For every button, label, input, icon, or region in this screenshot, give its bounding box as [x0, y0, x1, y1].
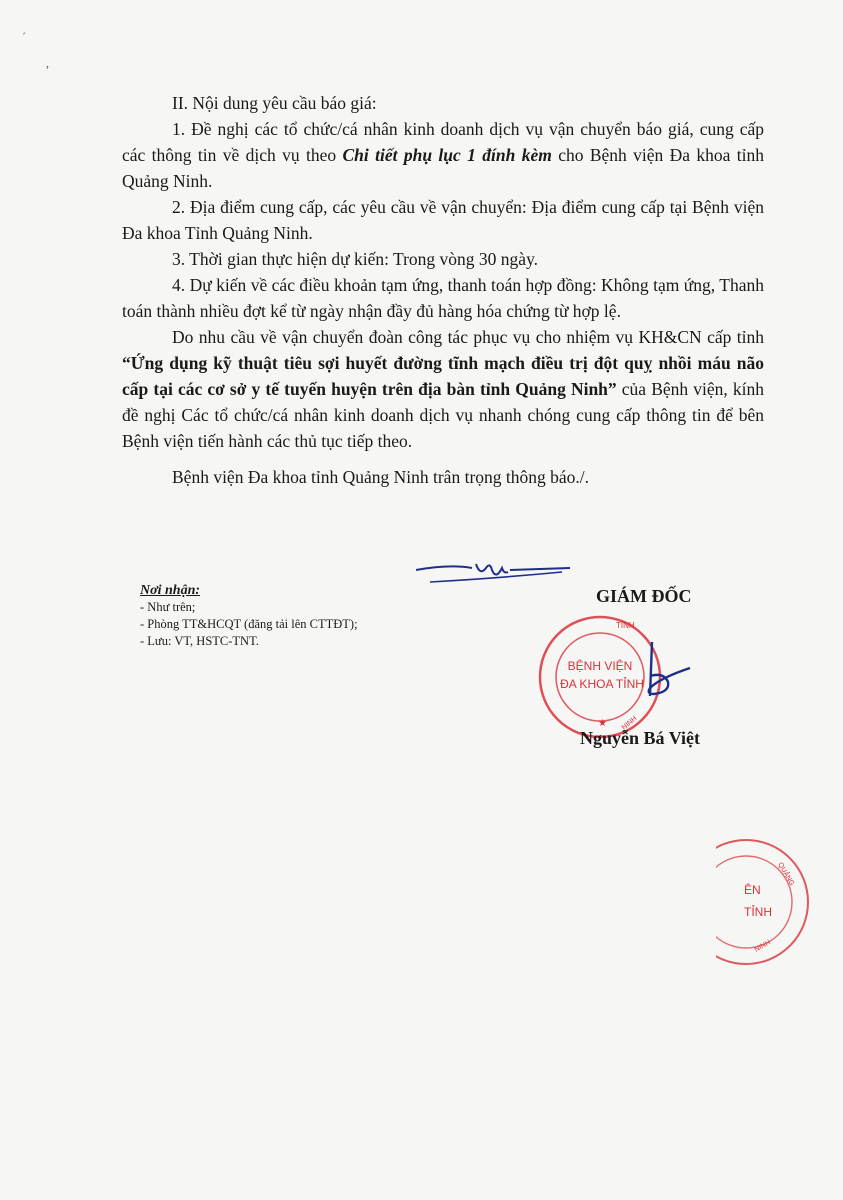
project-intro: Do nhu cầu về vận chuyển đoàn công tác phục vụ cho nhiệm vụ KH&CN cấp tỉnh — [172, 327, 764, 347]
signer-name: Nguyễn Bá Việt — [580, 728, 701, 748]
recipient-line: - Lưu: VT, HSTC-TNT. — [140, 634, 259, 648]
recipients-title: Nơi nhận: — [140, 583, 201, 598]
edge-seal-ring: QUẢNG — [776, 861, 796, 888]
edge-seal-line-1: ÊN — [744, 883, 761, 897]
director-signature — [612, 636, 712, 716]
signer-title: GIÁM ĐỐC — [596, 586, 692, 606]
item-3: 3. Thời gian thực hiện dự kiến: Trong vòng 30 ngày. — [172, 249, 539, 269]
item-4: 4. Dự kiến về các điều khoản tạm ứng, thanh toán hợp đồng: Không tạm ứng, Thanh toán thành nhiều đợt kể từ ngày nhận đầy đủ hàng hóa chứng từ hợp lệ. — [122, 275, 764, 321]
project-request: của Bệnh viện, kính đề nghị Các tổ chức/cá nhân kinh doanh dịch vụ nhanh chóng cung cấp thông tin để bên Bệnh viện tiến hành các thủ tục tiếp theo. — [122, 379, 764, 451]
letter-body — [122, 90, 764, 490]
recipient-line: - Như trên; — [140, 600, 196, 614]
section-heading: II. Nội dung yêu cầu báo giá: — [172, 93, 377, 113]
recipients-block — [140, 582, 470, 650]
project-paragraph — [122, 324, 764, 454]
item-1 — [122, 116, 764, 194]
item-1-text: 1. Đề nghị các tổ chức/cá nhân kinh doanh dịch vụ vận chuyển báo giá, cung cấp các thông tin về dịch vụ theo — [122, 119, 764, 165]
seal-line-2: ĐA KHOA TỈNH — [560, 677, 644, 691]
seal-star-icon: ★ — [598, 718, 607, 729]
seal-line-1: BỆNH VIỆN — [567, 659, 633, 673]
item-1-suffix: cho Bệnh viện Đa khoa tỉnh Quảng Ninh. — [122, 145, 765, 191]
seal-ring-bottom: NINH — [620, 715, 639, 732]
edge-seal-ring-bottom: NINH — [753, 939, 772, 954]
closing-line: Bệnh viện Đa khoa tỉnh Quảng Ninh trân trọng thông báo./. — [172, 467, 590, 487]
scan-mark: ˊ — [22, 30, 26, 44]
item-2: 2. Địa điểm cung cấp, các yêu cầu về vận chuyển: Địa điểm cung cấp tại Bệnh viện Đa khoa Tỉnh Quảng Ninh. — [122, 197, 764, 243]
edge-seal — [716, 836, 843, 970]
seal-ring-top: TỈNH — [616, 621, 635, 630]
recipient-line: - Phòng TT&HCQT (đăng tải lên CTTĐT); — [140, 617, 358, 631]
item-1-emphasis: Chi tiết phụ lục 1 đính kèm — [342, 145, 552, 165]
project-title: “Ứng dụng kỹ thuật tiêu sợi huyết đường tĩnh mạch điều trị đột quỵ nhồi máu não cấp tại các cơ sở y tế tuyến huyện trên địa bàn tỉnh Quảng Ninh” — [122, 353, 764, 399]
scan-mark: , — [46, 56, 49, 70]
edge-seal-line-2: TỈNH — [744, 905, 772, 919]
